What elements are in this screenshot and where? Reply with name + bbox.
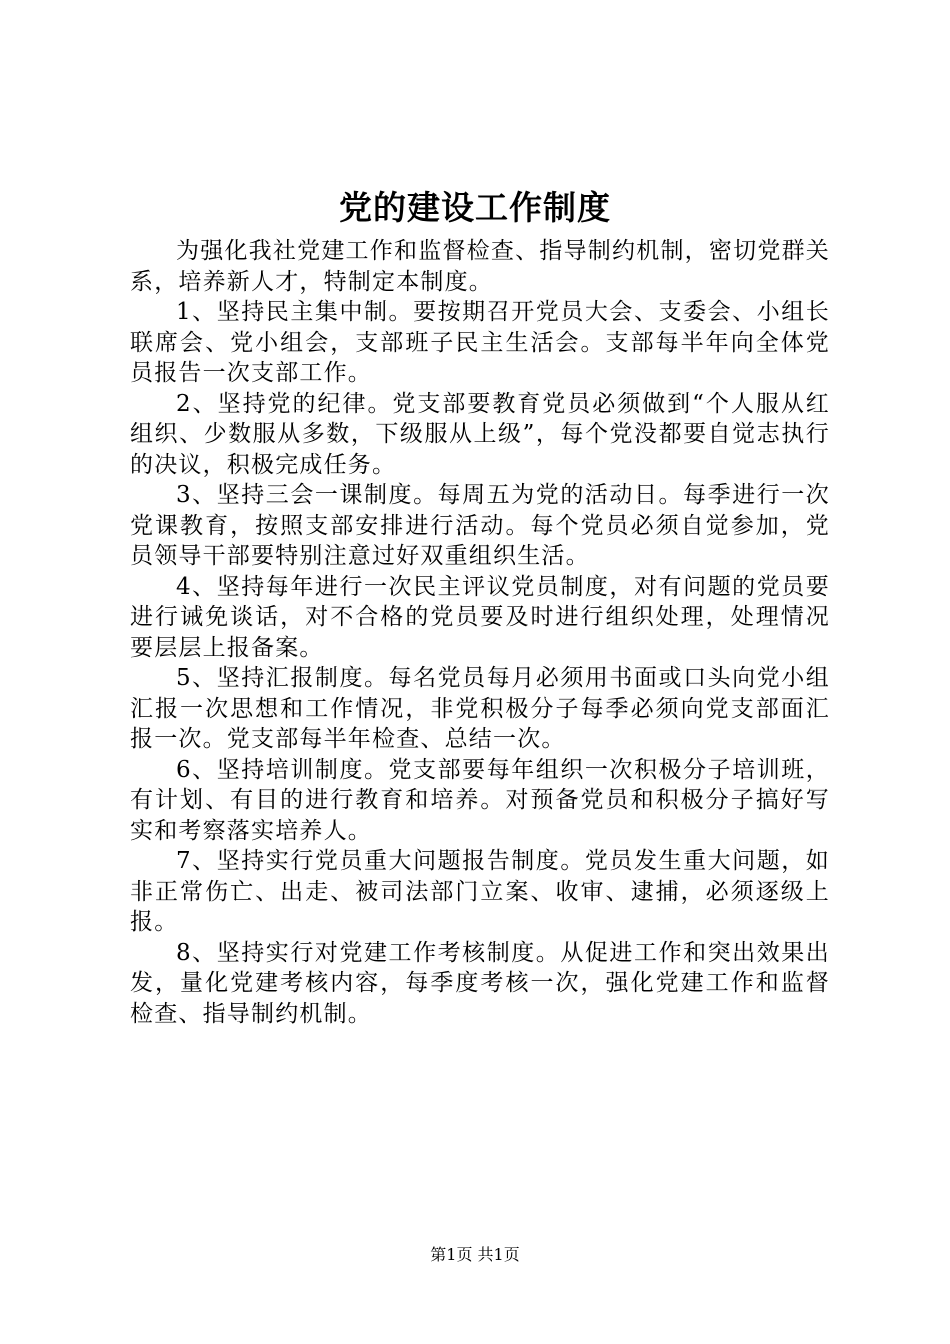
document-body — [130, 236, 830, 1029]
document-title: 党的建设工作制度 — [339, 188, 611, 227]
paragraph-item-5: 5、坚持汇报制度。每名党员每月必须用书面或口头向党小组汇报一次思想和工作情况，非党积极分子每季必须向党支部面汇报一次。党支部每半年检查、总结一次。 — [130, 665, 830, 752]
paragraph-item-3: 3、坚持三会一课制度。每周五为党的活动日。每季进行一次党课教育，按照支部安排进行活动。每个党员必须自觉参加，党员领导干部要特别注意过好双重组织生活。 — [130, 482, 830, 569]
paragraph-item-2: 2、坚持党的纪律。党支部要教育党员必须做到“个人服从红组织、少数服从多数，下级服从上级”，每个党没都要自觉志执行的决议，积极完成任务。 — [130, 390, 830, 478]
paragraph-item-8: 8、坚持实行对党建工作考核制度。从促进工作和突出效果出发，量化党建考核内容，每季度考核一次，强化党建工作和监督检查、指导制约机制。 — [130, 939, 830, 1027]
paragraph-item-1: 1、坚持民主集中制。要按期召开党员大会、支委会、小组长联席会、党小组会，支部班子民主生活会。支部每半年向全体党员报告一次支部工作。 — [130, 299, 830, 386]
paragraph-intro: 为强化我社党建工作和监督检查、指导制约机制，密切党群关系，培养新人才，特制定本制度。 — [130, 238, 830, 295]
paragraph-item-6: 6、坚持培训制度。党支部要每年组织一次积极分子培训班，有计划、有目的进行教育和培养。对预备党员和积极分子搞好写实和考察落实培养人。 — [130, 756, 830, 844]
paragraph-item-4: 4、坚持每年进行一次民主评议党员制度，对有问题的党员要进行诫免谈话，对不合格的党员要及时进行组织处理，处理情况要层层上报备案。 — [130, 573, 830, 661]
paragraph-item-7: 7、坚持实行党员重大问题报告制度。党员发生重大问题，如非正常伤亡、出走、被司法部门立案、收审、逮捕，必须逐级上报。 — [130, 848, 830, 935]
page-number-footer: 第1页 共1页 — [430, 1245, 520, 1264]
